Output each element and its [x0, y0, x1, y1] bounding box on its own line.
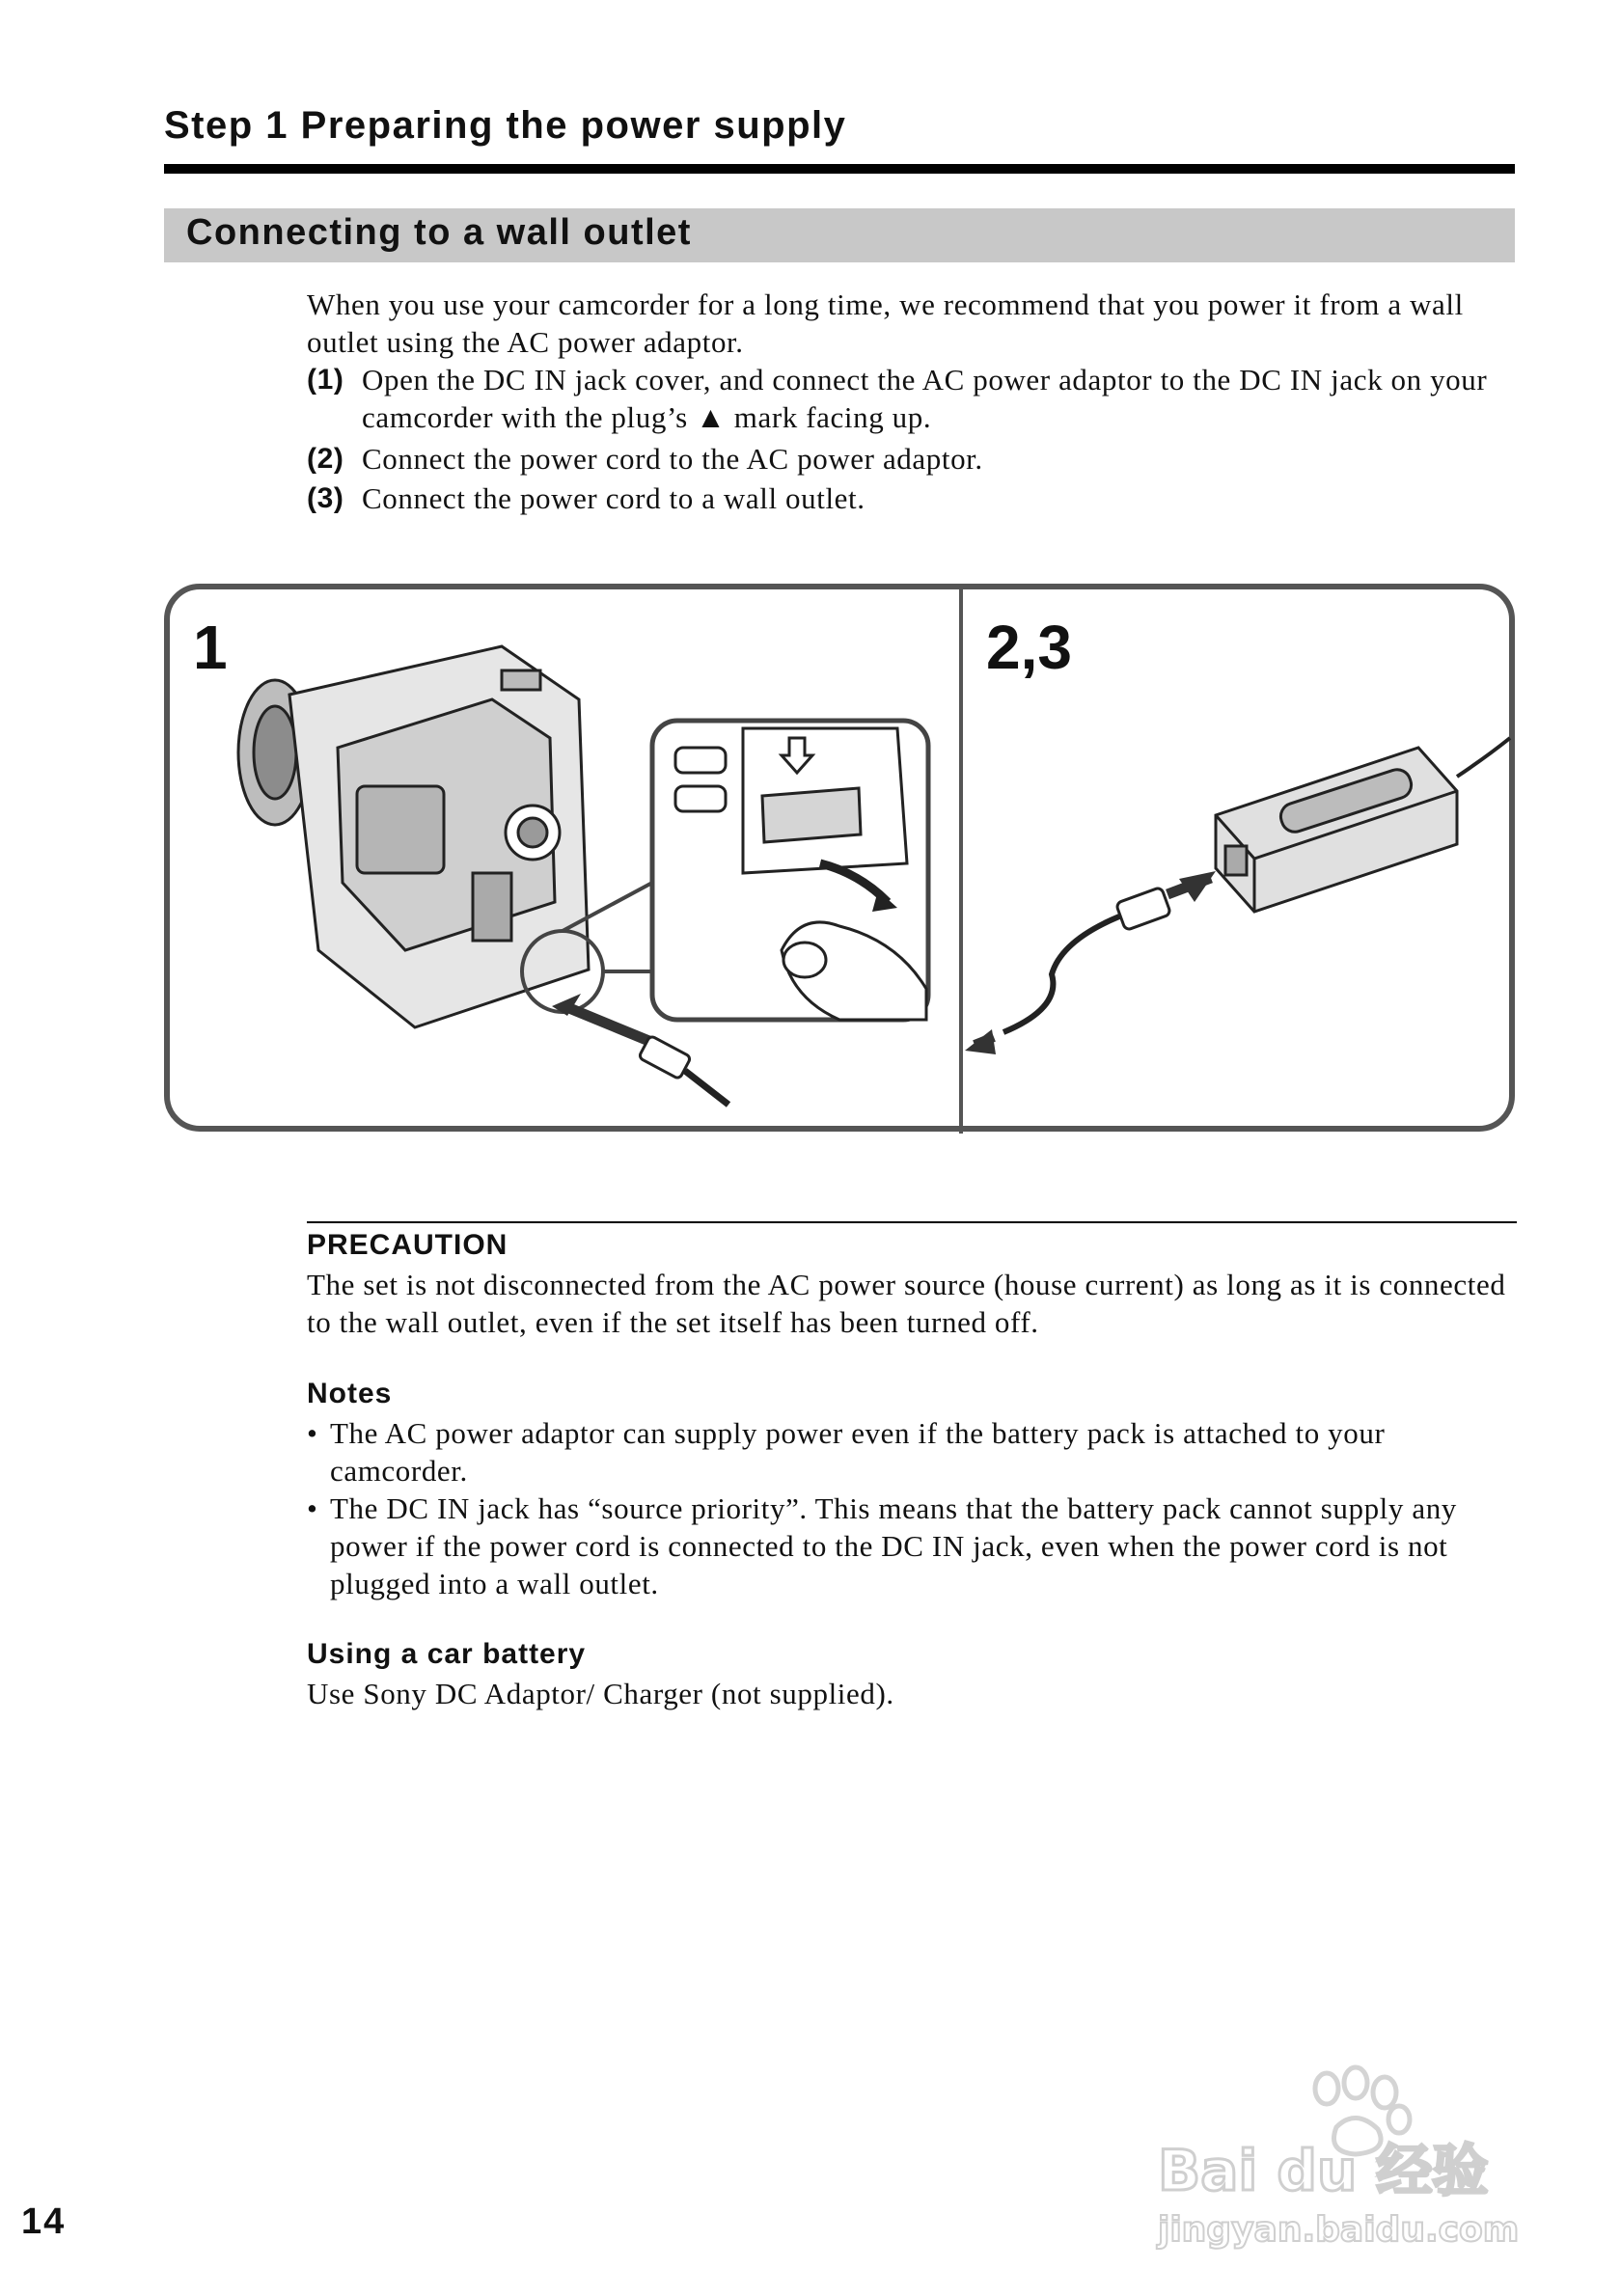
- precaution-heading: PRECAUTION: [307, 1229, 508, 1261]
- step-number: (1): [307, 364, 344, 396]
- note-text: The AC power adaptor can supply power even if the battery pack is attached to your camcorder.: [330, 1416, 1386, 1488]
- panel-left-label: 1: [193, 613, 228, 682]
- step-number: (2): [307, 443, 344, 475]
- section-title: Connecting to a wall outlet: [186, 212, 692, 253]
- step-text: Connect the power cord to a wall outlet.: [362, 481, 865, 515]
- note-text: The DC IN jack has “source priority”. This means that the battery pack cannot supply any power if the power cord is connected to the DC IN jack, even when the power cord is not plugged into a wall outlet.: [330, 1491, 1457, 1600]
- bullet: •: [307, 1491, 318, 1525]
- camcorder-drawing: [238, 646, 589, 1027]
- page-number: 14: [21, 2201, 67, 2242]
- step-text: Connect the power cord to the AC power adaptor.: [362, 442, 983, 476]
- notes-heading: Notes: [307, 1378, 393, 1409]
- precaution-rule: [307, 1221, 1517, 1223]
- watermark-url: jingyan.baidu.com: [1158, 2210, 1520, 2250]
- car-battery-body: Use Sony DC Adaptor/ Charger (not supplied).: [307, 1677, 894, 1710]
- precaution-body: The set is not disconnected from the AC power source (house current) as long as it is connected to the wall outlet, even if the set itself has been turned off.: [307, 1268, 1506, 1339]
- jack-zoom-inset: [652, 721, 928, 1020]
- car-battery-heading: Using a car battery: [307, 1638, 587, 1670]
- watermark-brand: Bai du 经验: [1158, 2138, 1489, 2203]
- step-number: (3): [307, 482, 344, 514]
- page-step-title: Step 1 Preparing the power supply: [164, 104, 847, 147]
- baidu-watermark: [1148, 2060, 1553, 2253]
- power-cord-drawing: [965, 871, 1216, 1054]
- intro-paragraph: When you use your camcorder for a long time, we recommend that you power it from a wall outlet using the AC power adaptor.: [307, 287, 1464, 359]
- bullet: •: [307, 1416, 318, 1450]
- ac-adaptor-drawing: [1216, 738, 1510, 912]
- header-rule: [164, 164, 1515, 174]
- step-text: Open the DC IN jack cover, and connect the AC power adaptor to the DC IN jack on your camcorder with the plug’s ▲ mark facing up.: [362, 363, 1488, 434]
- connection-illustration: [164, 584, 1515, 1134]
- panel-right-label: 2,3: [986, 613, 1072, 682]
